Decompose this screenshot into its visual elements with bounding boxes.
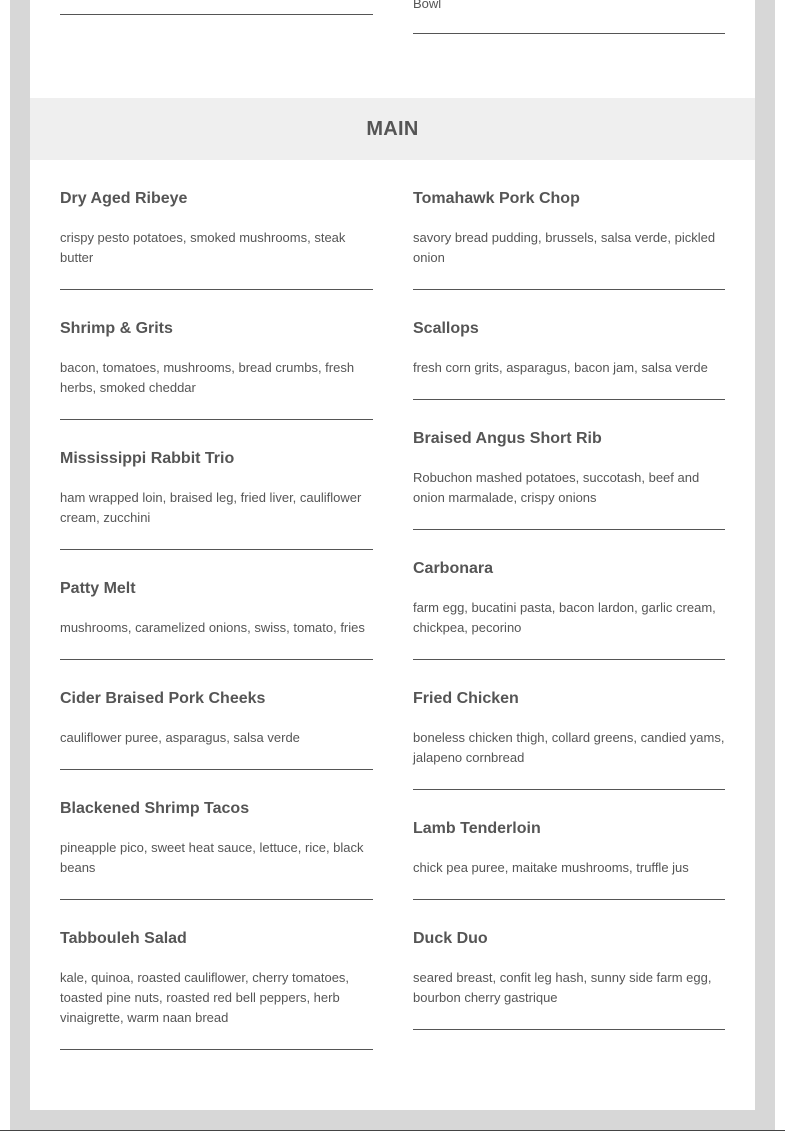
menu-item-description: Robuchon mashed potatoes, succotash, beef and onion marmalade, crispy onions	[413, 470, 700, 505]
menu-item-name: Braised Angus Short Rib	[413, 430, 602, 447]
section-header	[30, 98, 755, 160]
menu-column-right	[413, 160, 725, 1030]
menu-item	[60, 900, 373, 1050]
menu-item-description: crispy pesto potatoes, smoked mushrooms, steak butter	[60, 230, 346, 265]
menu-item-name: Cider Braised Pork Cheeks	[60, 690, 266, 707]
menu-item	[413, 290, 725, 400]
menu-item-name: Lamb Tenderloin	[413, 820, 541, 837]
menu-item-name: Shrimp & Grits	[60, 320, 173, 337]
previous-item-description-right: Bowl	[413, 0, 442, 11]
menu-item-name: Tabbouleh Salad	[60, 930, 187, 947]
menu-item	[413, 530, 725, 660]
menu-item	[413, 160, 725, 290]
menu-item-description: mushrooms, caramelized onions, swiss, tomato, fries	[60, 620, 365, 635]
menu-item	[60, 160, 373, 290]
menu-item	[413, 900, 725, 1030]
menu-item-name: Mississippi Rabbit Trio	[60, 450, 235, 467]
menu-item	[60, 290, 373, 420]
menu-item-name: Blackened Shrimp Tacos	[60, 800, 250, 817]
menu-item-description: kale, quinoa, roasted cauliflower, cherry tomatoes, toasted pine nuts, roasted red bell peppers, herb vinaigrette, warm naan bread	[60, 970, 350, 1025]
menu-item-description: chick pea puree, maitake mushrooms, truffle jus	[413, 860, 689, 875]
previous-item-divider-right	[413, 33, 725, 34]
menu-item-description: savory bread pudding, brussels, salsa verde, pickled onion	[413, 230, 716, 265]
menu-item	[60, 550, 373, 660]
menu-item-description: pineapple pico, sweet heat sauce, lettuce, rice, black beans	[60, 840, 364, 875]
menu-item	[413, 790, 725, 900]
menu-item-name: Duck Duo	[413, 930, 488, 947]
menu-item	[413, 400, 725, 530]
menu-item	[60, 660, 373, 770]
section-title: MAIN	[366, 117, 419, 140]
menu-item	[60, 770, 373, 900]
menu-item-name: Patty Melt	[60, 580, 136, 597]
menu-item	[60, 420, 373, 550]
menu-item-description: ham wrapped loin, braised leg, fried liver, cauliflower cream, zucchini	[60, 490, 362, 525]
menu-item-name: Dry Aged Ribeye	[60, 190, 188, 207]
menu-item-name: Carbonara	[413, 560, 494, 577]
menu-item-description: cauliflower puree, asparagus, salsa verde	[60, 730, 300, 745]
menu-item-description: boneless chicken thigh, collard greens, candied yams, jalapeno cornbread	[413, 730, 725, 765]
previous-item-divider-left	[60, 14, 373, 15]
menu-item	[413, 660, 725, 790]
menu-column-left	[60, 160, 373, 1050]
menu-item-description: seared breast, confit leg hash, sunny side farm egg, bourbon cherry gastrique	[413, 970, 712, 1005]
menu-item-name: Scallops	[413, 320, 479, 337]
menu-item-description: farm egg, bucatini pasta, bacon lardon, garlic cream, chickpea, pecorino	[413, 600, 716, 635]
menu-item-name: Tomahawk Pork Chop	[413, 190, 580, 207]
menu-item-description: fresh corn grits, asparagus, bacon jam, salsa verde	[413, 360, 708, 375]
menu-item-description: bacon, tomatoes, mushrooms, bread crumbs, fresh herbs, smoked cheddar	[60, 360, 355, 395]
menu-item-name: Fried Chicken	[413, 690, 519, 707]
